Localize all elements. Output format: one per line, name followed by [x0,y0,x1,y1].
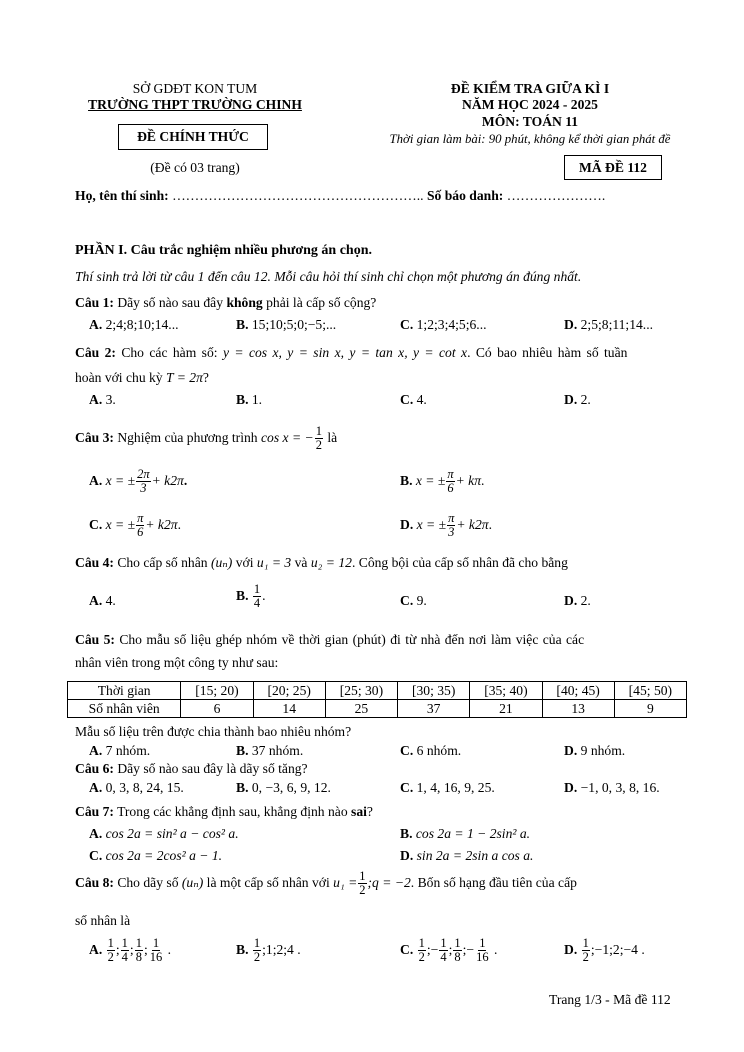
q5-stem [75,632,584,648]
fraction: $\frac{1}{16}$ [476,936,489,965]
q4-seq: (uₙ) [210,555,233,570]
q3-stem: Câu 3: Nghiệm của phương trình cos x = − $\frac{1}{2}$ là [75,424,338,453]
fraction: $\frac{1}{8}$ [135,936,142,965]
q4-option-d[interactable]: D. 2. [564,593,591,608]
table-header-cell: [20; 25) [253,682,325,700]
q4-option-b[interactable]: B. $\frac{1}{4}$ . [236,582,266,611]
exam-code-badge: MÃ ĐỀ 112 [564,155,662,180]
part1-title: PHẦN I. Câu trắc nghiệm nhiều phương án chọn. [75,243,372,258]
school-year: NĂM HỌC 2024 - 2025 [462,97,598,112]
table-header-cell: [45; 50) [614,682,686,700]
q2-stem-line2: hoàn với chu kỳ T = 2π? [75,370,209,385]
table-header-cell: [15; 20) [181,682,253,700]
q8-option-b[interactable]: B. $\frac{1}{2}$ ;1;2;4 . [236,936,301,965]
q7-option-b[interactable]: B. cos 2a = 1 − 2sin² a. [400,826,531,841]
q5-stem-line2: nhân viên trong một công ty như sau: [75,655,279,670]
q8-u1: u₁ = [333,874,358,890]
q2-stem [75,345,627,361]
exam-title: ĐỀ KIỂM TRA GIỮA KÌ I [450,81,610,96]
q2-option-a[interactable]: A. 3. [89,392,116,407]
table-cell: 6 [181,700,253,718]
q3-option-b[interactable]: B. x = ± $\frac{\pi}{6}$ + kπ. [400,467,485,496]
q1-option-b[interactable]: B. 15;10;5;0;−5;... [236,317,337,332]
sbd-field[interactable]: …………………. [506,188,606,203]
q6-option-a[interactable]: A. 0, 3, 8, 24, 15. [89,780,184,795]
q3-option-a[interactable]: A. x = ± $\frac{2\pi}{3}$ + k2π. [89,467,188,496]
q5-label: Câu 5: [75,632,115,647]
q7-option-c[interactable]: C. cos 2a = 2cos² a − 1. [89,848,223,863]
q5-option-b[interactable]: B. 37 nhóm. [236,743,304,758]
q8-option-d[interactable]: D. $\frac{1}{2}$ ;−1;2;−4 . [564,936,645,965]
q8-option-a[interactable]: A. $\frac{1}{2}$ ; $\frac{1}{4}$ ; $\frac{1}{8}$ ; $\frac{1}{16}$ . [89,936,172,965]
table-cell: 14 [253,700,325,718]
q2-line2: hoàn với chu kỳ [75,370,163,385]
fraction: $\frac{1}{4}$ [121,936,128,965]
q7-text: Trong các khẳng định sau, khẳng định nào [117,804,348,819]
school-name: TRƯỜNG THPT TRƯỜNG CHINH [88,97,302,112]
q8-text: Cho dãy số [117,874,179,890]
name-label: Họ, tên thí sinh: [75,188,169,203]
q7-option-a[interactable]: A. cos 2a = sin² a − cos² a. [89,826,239,841]
table-cell: 13 [542,700,614,718]
fraction: $\frac{1}{2}$ [418,936,425,965]
q1-stem [75,295,376,311]
table-header-cell: Thời gian [68,682,181,700]
q1-option-c[interactable]: C. 1;2;3;4;5;6... [400,317,487,332]
fraction: $\frac{1}{2}$ [107,936,114,965]
q1-option-d[interactable]: D. 2;5;8;11;14... [564,317,654,332]
q5-data-table [67,681,687,718]
q8-seq: (uₙ) [181,874,204,890]
q4-option-a[interactable]: A. 4. [89,593,116,608]
table-cell: Số nhân viên [68,700,181,718]
q8-label: Câu 8: [75,874,114,890]
q3-option-d[interactable]: D. x = ± $\frac{\pi}{3}$ + k2π. [400,511,492,540]
q6-option-b[interactable]: B. 0, −3, 6, 9, 12. [236,780,331,795]
q2-option-d[interactable]: D. 2. [564,392,591,407]
q4-u1: u₁ = 3 [256,555,292,570]
subject: MÔN: TOÁN 11 [481,114,579,129]
q2-option-c[interactable]: C. 4. [400,392,427,407]
q1-text: Dãy số nào sau đây [117,295,224,310]
exam-time: Thời gian làm bài: 90 phút, không kể thời gian phát đề [389,132,671,146]
q2-period: T = 2π [166,370,203,385]
q6-option-c[interactable]: C. 1, 4, 16, 9, 25. [400,780,495,795]
q5-question: Mẫu số liệu trên được chia thành bao nhiêu nhóm? [75,724,352,739]
name-field[interactable]: ……………………………………………….. [172,188,424,203]
q2-label: Câu 2: [75,345,116,360]
table-header-cell: [40; 45) [542,682,614,700]
sbd-label: Số báo danh: [426,188,504,203]
q8-stem: Câu 8: Cho dãy số (uₙ) là một cấp số nhân với u₁ = $\frac{1}{2}$ ;q = −2. Bốn số hạng đầu tiên của cấp [75,869,577,898]
q1-text-end: phải là cấp số cộng? [266,295,377,310]
q3-equation: cos x = − [261,429,314,445]
fraction: $\frac{1}{4}$ [440,936,447,965]
q3-text: Nghiệm của phương trình [117,429,258,445]
q4-label: Câu 4: [75,555,114,570]
q4-text: Cho cấp số nhân [117,555,208,570]
q6-text: Dãy số nào sau đây là dãy số tăng? [117,761,308,776]
q1-emphasis: không [226,295,263,310]
fraction: $\frac{1}{16}$ [149,936,163,965]
q8-stem-line2: số nhân là [75,913,131,928]
q6-stem [75,761,308,777]
q8-ratio: ;q = −2 [367,874,411,890]
q2-functions: y = cos x, y = sin x, y = tan x, y = cot x [222,345,468,360]
q3-text2: là [327,429,338,445]
table-cell: 37 [398,700,470,718]
q7-label: Câu 7: [75,804,114,819]
part1-instruction: Thí sinh trả lời từ câu 1 đến câu 12. Mỗi câu hỏi thí sinh chỉ chọn một phương án đúng nhất. [75,269,582,284]
official-badge: ĐỀ CHÍNH THỨC [118,124,268,150]
table-row [68,700,687,718]
table-header-cell: [25; 30) [325,682,397,700]
q5-option-c[interactable]: C. 6 nhóm. [400,743,462,758]
q3-option-c[interactable]: C. x = ± $\frac{\pi}{6}$ + k2π. [89,511,181,540]
q7-option-d[interactable]: D. sin 2a = 2sin a cos a. [400,848,534,863]
q2-option-b[interactable]: B. 1. [236,392,263,407]
q5-text: Cho mẫu số liệu ghép nhóm về thời gian (phút) đi từ nhà đến nơi làm việc của các [119,632,585,647]
table-header-cell: [30; 35) [398,682,470,700]
q5-option-d[interactable]: D. 9 nhóm. [564,743,626,758]
table-header-cell: [35; 40) [470,682,542,700]
fraction: $\frac{1}{8}$ [454,936,461,965]
q6-option-d[interactable]: D. −1, 0, 3, 8, 16. [564,780,660,795]
table-cell: 21 [470,700,542,718]
q2-text2: . Có bao nhiêu hàm số tuần [467,345,628,360]
dept-name: SỞ GDĐT KON TUM [132,81,258,96]
q4-with: với [235,555,254,570]
table-cell: 9 [614,700,686,718]
q4-option-c[interactable]: C. 9. [400,593,427,608]
q8-option-c[interactable]: C. $\frac{1}{2}$ ;− $\frac{1}{4}$ ; $\frac{1}{8}$ ;− $\frac{1}{16}$ . [400,936,498,965]
q7-stem: Câu 7: Trong các khẳng định sau, khẳng định nào sai? [75,804,373,819]
q1-label: Câu 1: [75,295,114,310]
student-info-line [75,188,605,204]
q4-u2: u₂ = 12 [310,555,352,570]
q6-label: Câu 6: [75,761,114,776]
q4-text2: . Công bội của cấp số nhân đã cho bằng [351,555,568,570]
page-footer: Trang 1/3 - Mã đề 112 [549,992,671,1007]
q3-label: Câu 3: [75,429,114,445]
q8-text3: . Bốn số hạng đầu tiên của cấp [410,874,577,890]
q5-option-a[interactable]: A. 7 nhóm. [89,743,151,758]
q4-and: và [294,555,308,570]
page-count: (Đề có 03 trang) [150,160,240,175]
q7-emphasis: sai [351,804,367,819]
q2-text: Cho các hàm số: [121,345,218,360]
table-cell: 25 [325,700,397,718]
q1-option-a[interactable]: A. 2;4;8;10;14... [89,317,179,332]
table-row [68,682,687,700]
q4-stem [75,555,568,571]
q8-text2: là một cấp số nhân với [206,874,330,890]
